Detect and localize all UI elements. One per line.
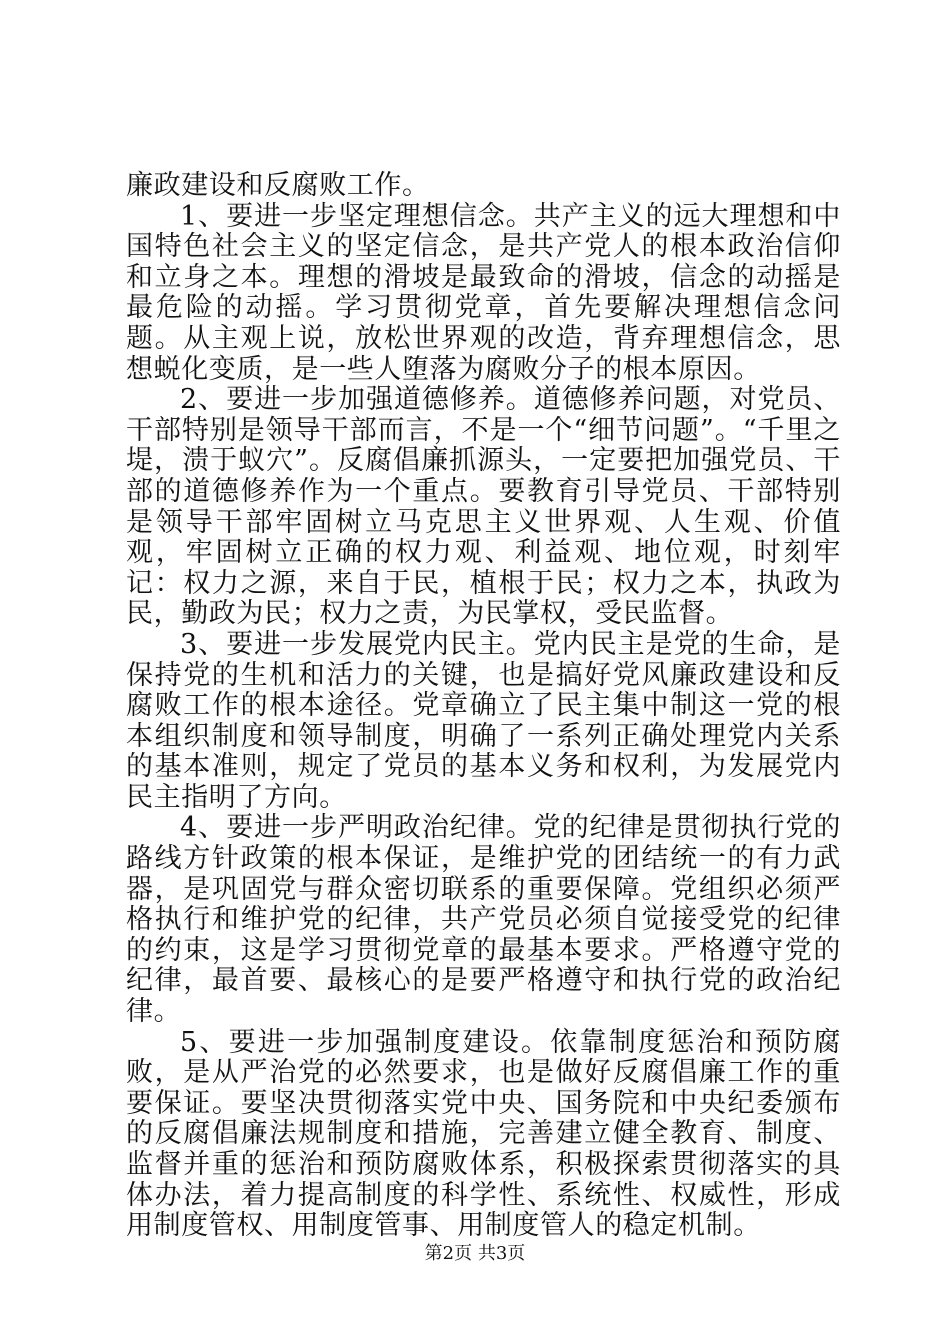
paragraph-2: 2、要进一步加强道德修养。道德修养问题，对党员、干部特别是领导干部而言，不是一个“细节问题”。“千里之堤，溃于蚁穴”。反腐倡廉抓源头，一定要把加强党员、干部的道德修养作为一个重点。要教育引导党员、干部特别是领导干部牢固树立马克思主义世界观、人生观、价值观，牢固树立正确的权力观、利益观、地位观，时刻牢记：权力之源，来自于民，植根于民；权力之本，执政为民，勤政为民；权力之责，为民掌权，受民监督。 [126, 384, 841, 630]
lead-line: 廉政建设和反腐败工作。 [126, 170, 430, 201]
paragraph-3: 3、要进一步发展党内民主。党内民主是党的生命，是保持党的生机和活力的关键，也是搞好党风廉政建设和反腐败工作的根本途径。党章确立了民主集中制这一党的根本组织制度和领导制度，明确了一系列正确处理党内关系的基本准则，规定了党员的基本义务和权利，为发展党内民主指明了方向。 [126, 628, 841, 813]
paragraph-5: 5、要进一步加强制度建设。依靠制度惩治和预防腐败，是从严治党的必然要求，也是做好反腐倡廉工作的重要保证。要坚决贯彻落实党中央、国务院和中央纪委颁布的反腐倡廉法规制度和措施，完善建立健全教育、制度、监督并重的惩治和预防腐败体系，积极探索贯彻落实的具体办法，着力提高制度的科学性、系统性、权威性，形成用制度管权、用制度管事、用制度管人的稳定机制。 [126, 1026, 841, 1242]
page-number-footer: 第2页 共3页 [424, 1243, 526, 1264]
paragraph-4: 4、要进一步严明政治纪律。党的纪律是贯彻执行党的路线方针政策的根本保证，是维护党的团结统一的有力武器，是巩固党与群众密切联系的重要保障。党组织必须严格执行和维护党的纪律，共产党员必须自觉接受党的纪律的约束，这是学习贯彻党章的最基本要求。严格遵守党的纪律，最首要、最核心的是要严格遵守和执行党的政治纪律。 [126, 812, 841, 1028]
paragraph-1: 1、要进一步坚定理想信念。共产主义的远大理想和中国特色社会主义的坚定信念，是共产党人的根本政治信仰和立身之本。理想的滑坡是最致命的滑坡，信念的动摇是最危险的动摇。学习贯彻党章，首先要解决理想信念问题。从主观上说，放松世界观的改造，背弃理想信念，思想蜕化变质，是一些人堕落为腐败分子的根本原因。 [126, 200, 841, 385]
document-body [126, 171, 841, 1242]
